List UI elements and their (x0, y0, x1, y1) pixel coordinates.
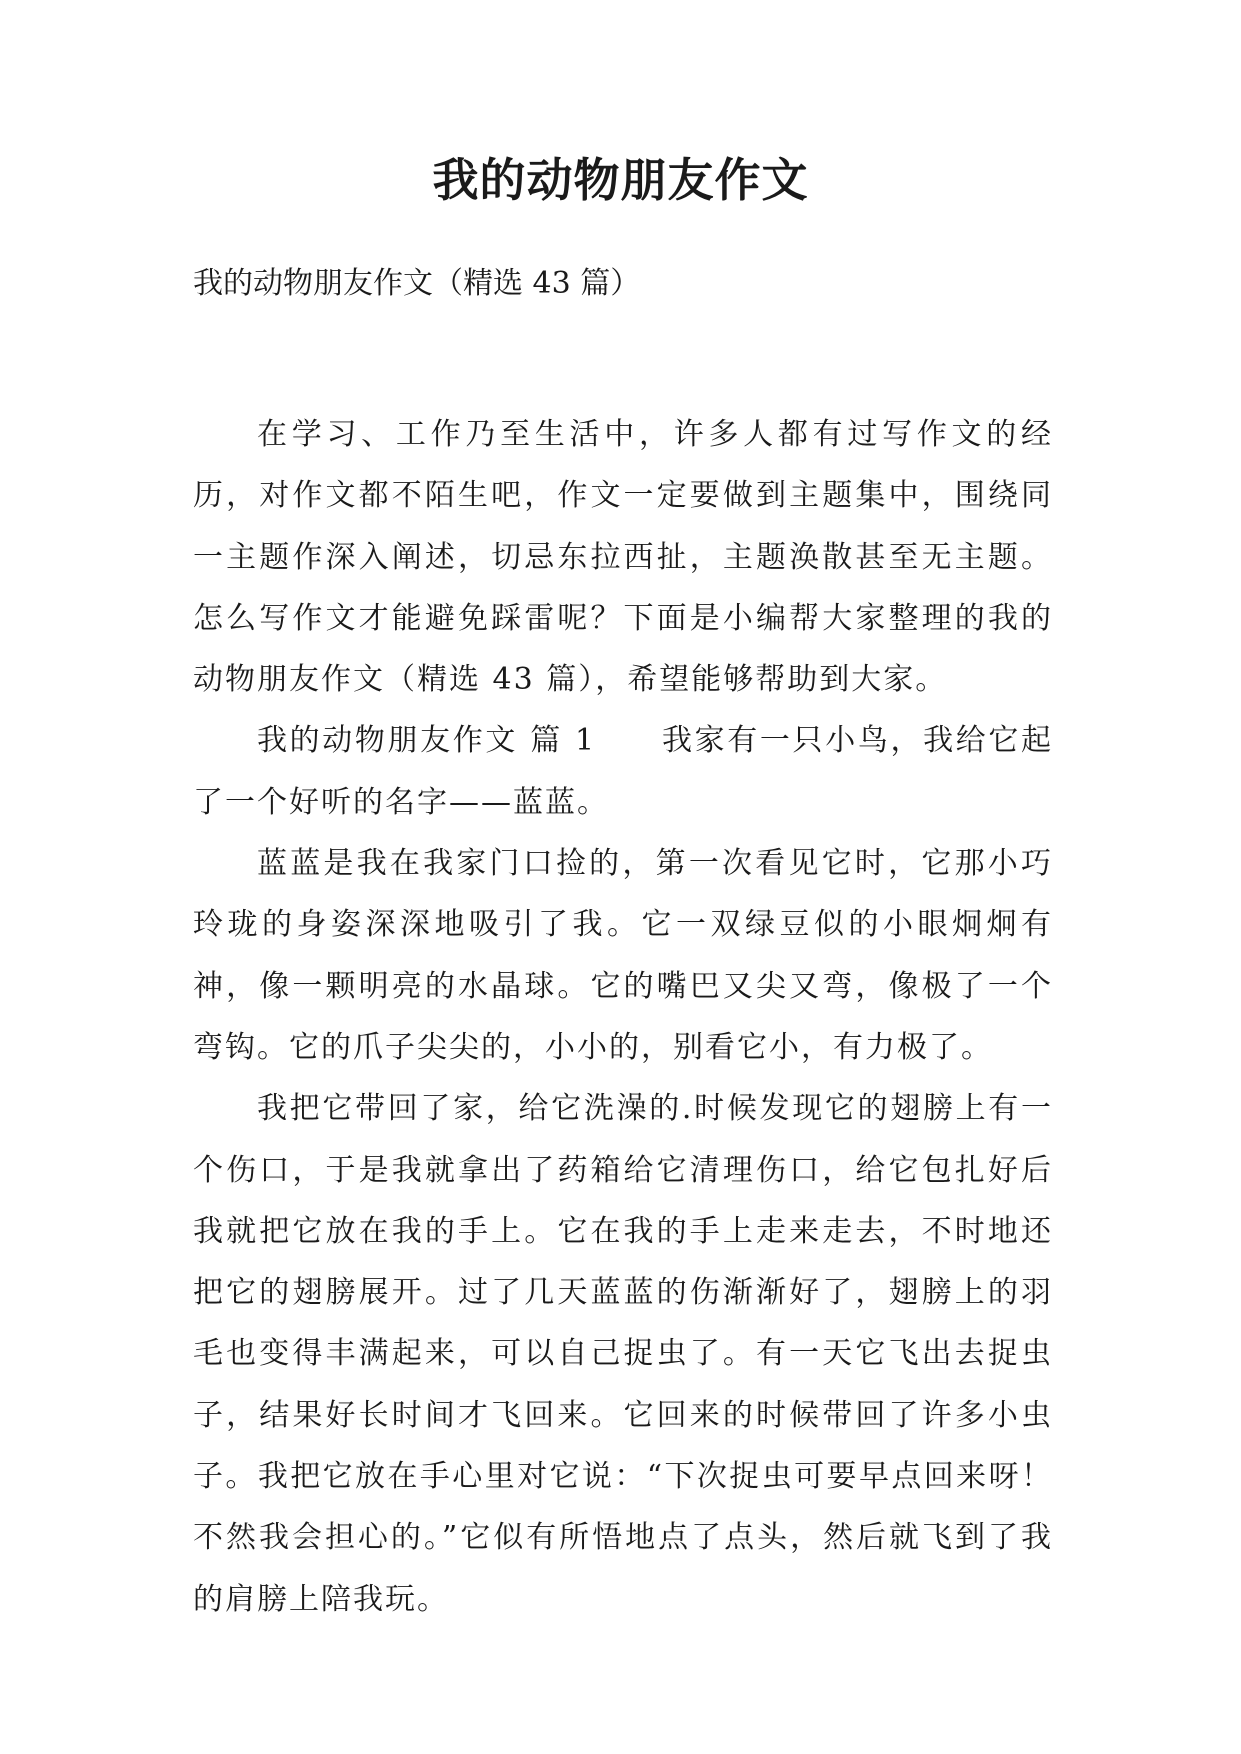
essay-1-description-paragraph: 蓝蓝是我在我家门口捡的，第一次看见它时，它那小巧玲珑的身姿深深地吸引了我。它一双绿豆似的小眼炯炯有神，像一颗明亮的水晶球。它的嘴巴又尖又弯，像极了一个弯钩。它的爪子尖尖的，小小的，别看它小，有力极了。 (193, 846, 1053, 1065)
document-subtitle: 我的动物朋友作文（精选 43 篇） (193, 266, 641, 301)
document-body (193, 404, 1053, 1630)
intro-paragraph: 在学习、工作乃至生活中，许多人都有过写作文的经历，对作文都不陌生吧，作文一定要做到主题集中，围绕同一主题作深入阐述，切忌东拉西扯，主题涣散甚至无主题。怎么写作文才能避免踩雷呢？下面是小编帮大家整理的我的动物朋友作文（精选 43 篇），希望能够帮助到大家。 (193, 417, 1053, 698)
essay-1-opening-paragraph: 我的动物朋友作文 篇 1 我家有一只小鸟，我给它起了一个好听的名字——蓝蓝。 (193, 723, 1053, 820)
essay-1-story-paragraph: 我把它带回了家，给它洗澡的.时候发现它的翅膀上有一个伤口，于是我就拿出了药箱给它清理伤口，给它包扎好后我就把它放在我的手上。它在我的手上走来走去，不时地还把它的翅膀展开。过了几天蓝蓝的伤渐渐好了，翅膀上的羽毛也变得丰满起来，可以自己捉虫了。有一天它飞出去捉虫子，结果好长时间才飞回来。它回来的时候带回了许多小虫子。我把它放在手心里对它说：“下次捉虫可要早点回来呀！不然我会担心的。”它似有所悟地点了点头，然后就飞到了我的肩膀上陪我玩。 (193, 1091, 1053, 1617)
document-title: 我的动物朋友作文 (432, 153, 809, 207)
